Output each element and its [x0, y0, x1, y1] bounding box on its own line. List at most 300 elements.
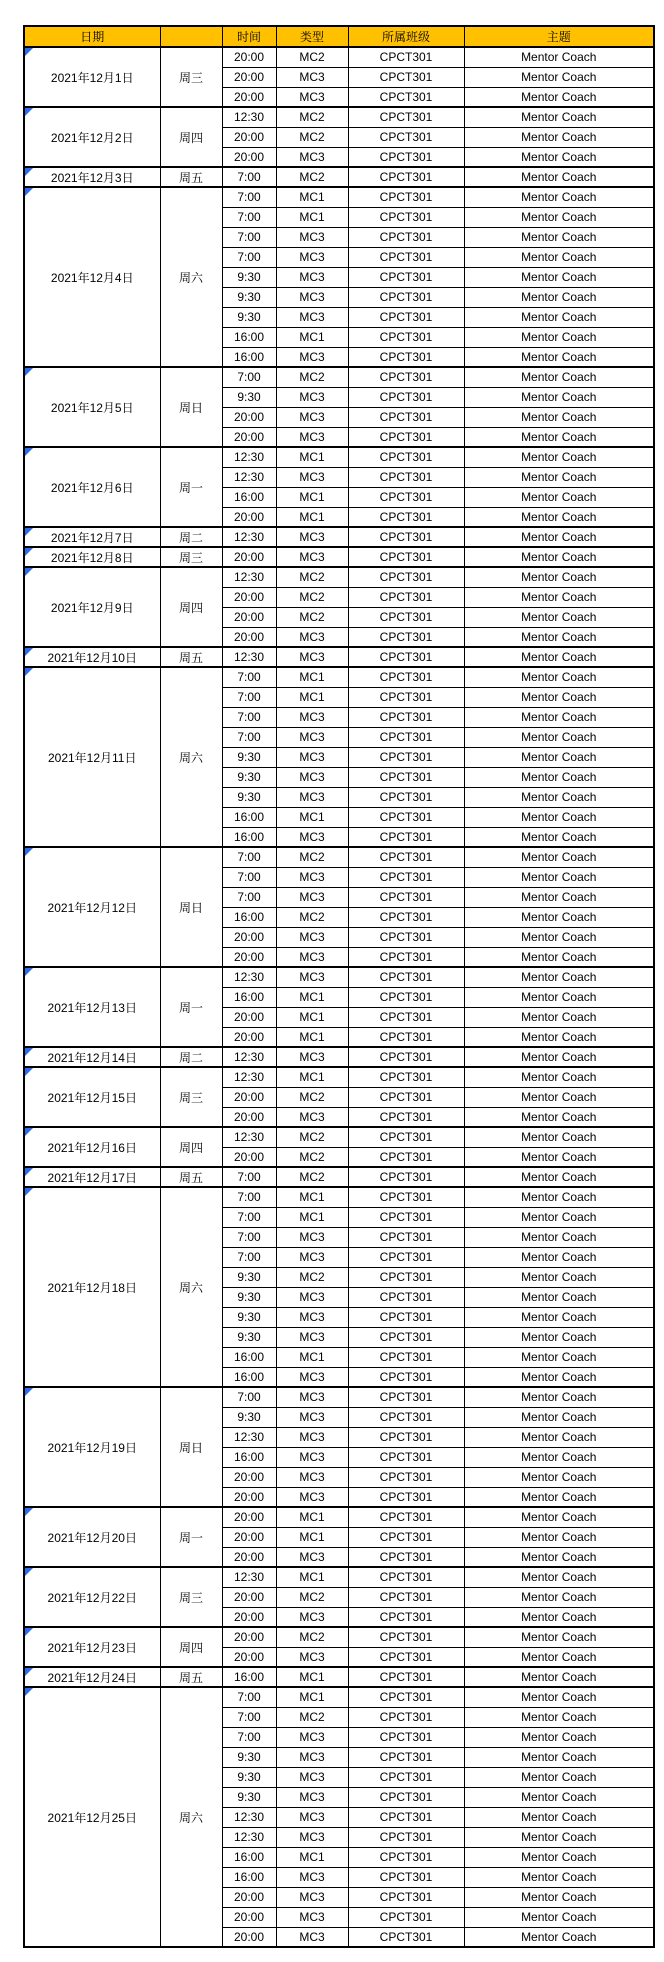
- class-cell[interactable]: CPCT301: [348, 207, 464, 227]
- class-cell[interactable]: CPCT301: [348, 1267, 464, 1287]
- type-cell[interactable]: MC2: [276, 607, 348, 627]
- weekday-cell[interactable]: 周五: [160, 647, 222, 667]
- time-cell[interactable]: 20:00: [222, 1627, 276, 1647]
- topic-cell[interactable]: Mentor Coach: [464, 207, 654, 227]
- time-cell[interactable]: 7:00: [222, 1187, 276, 1207]
- time-cell[interactable]: 12:30: [222, 1827, 276, 1847]
- type-cell[interactable]: MC2: [276, 847, 348, 867]
- class-cell[interactable]: CPCT301: [348, 327, 464, 347]
- class-cell[interactable]: CPCT301: [348, 247, 464, 267]
- class-cell[interactable]: CPCT301: [348, 1007, 464, 1027]
- class-cell[interactable]: CPCT301: [348, 1847, 464, 1867]
- topic-cell[interactable]: Mentor Coach: [464, 327, 654, 347]
- topic-cell[interactable]: Mentor Coach: [464, 1547, 654, 1567]
- class-cell[interactable]: CPCT301: [348, 1927, 464, 1947]
- time-cell[interactable]: 20:00: [222, 407, 276, 427]
- time-cell[interactable]: 20:00: [222, 627, 276, 647]
- type-cell[interactable]: MC1: [276, 447, 348, 467]
- time-cell[interactable]: 7:00: [222, 847, 276, 867]
- time-cell[interactable]: 20:00: [222, 427, 276, 447]
- class-cell[interactable]: CPCT301: [348, 1507, 464, 1527]
- topic-cell[interactable]: Mentor Coach: [464, 1067, 654, 1087]
- time-cell[interactable]: 9:30: [222, 1327, 276, 1347]
- class-cell[interactable]: CPCT301: [348, 1187, 464, 1207]
- time-cell[interactable]: 7:00: [222, 667, 276, 687]
- topic-cell[interactable]: Mentor Coach: [464, 1707, 654, 1727]
- time-cell[interactable]: 9:30: [222, 787, 276, 807]
- class-cell[interactable]: CPCT301: [348, 287, 464, 307]
- time-cell[interactable]: 16:00: [222, 807, 276, 827]
- class-cell[interactable]: CPCT301: [348, 947, 464, 967]
- time-cell[interactable]: 20:00: [222, 1487, 276, 1507]
- class-cell[interactable]: CPCT301: [348, 727, 464, 747]
- topic-cell[interactable]: Mentor Coach: [464, 527, 654, 547]
- class-cell[interactable]: CPCT301: [348, 967, 464, 987]
- topic-cell[interactable]: Mentor Coach: [464, 1147, 654, 1167]
- type-cell[interactable]: MC1: [276, 487, 348, 507]
- time-cell[interactable]: 7:00: [222, 167, 276, 187]
- time-cell[interactable]: 16:00: [222, 1667, 276, 1687]
- topic-cell[interactable]: Mentor Coach: [464, 887, 654, 907]
- topic-cell[interactable]: Mentor Coach: [464, 1567, 654, 1587]
- date-cell[interactable]: [24, 1047, 160, 1067]
- class-cell[interactable]: CPCT301: [348, 1907, 464, 1927]
- type-cell[interactable]: MC3: [276, 1047, 348, 1067]
- time-cell[interactable]: 7:00: [222, 1167, 276, 1187]
- class-cell[interactable]: CPCT301: [348, 987, 464, 1007]
- topic-cell[interactable]: Mentor Coach: [464, 127, 654, 147]
- topic-cell[interactable]: Mentor Coach: [464, 147, 654, 167]
- class-cell[interactable]: CPCT301: [348, 607, 464, 627]
- time-cell[interactable]: 12:30: [222, 567, 276, 587]
- time-cell[interactable]: 7:00: [222, 207, 276, 227]
- type-cell[interactable]: MC3: [276, 1647, 348, 1667]
- time-cell[interactable]: 12:30: [222, 1047, 276, 1067]
- time-cell[interactable]: 20:00: [222, 587, 276, 607]
- topic-cell[interactable]: Mentor Coach: [464, 1847, 654, 1867]
- type-cell[interactable]: MC3: [276, 147, 348, 167]
- time-cell[interactable]: 16:00: [222, 827, 276, 847]
- time-cell[interactable]: 16:00: [222, 1867, 276, 1887]
- topic-cell[interactable]: Mentor Coach: [464, 1727, 654, 1747]
- time-cell[interactable]: 7:00: [222, 1687, 276, 1707]
- class-cell[interactable]: CPCT301: [348, 467, 464, 487]
- topic-cell[interactable]: Mentor Coach: [464, 187, 654, 207]
- type-cell[interactable]: MC3: [276, 887, 348, 907]
- class-cell[interactable]: CPCT301: [348, 427, 464, 447]
- time-cell[interactable]: 16:00: [222, 1347, 276, 1367]
- topic-cell[interactable]: Mentor Coach: [464, 427, 654, 447]
- class-cell[interactable]: CPCT301: [348, 627, 464, 647]
- type-cell[interactable]: MC2: [276, 367, 348, 387]
- topic-cell[interactable]: Mentor Coach: [464, 867, 654, 887]
- type-cell[interactable]: MC3: [276, 1307, 348, 1327]
- time-cell[interactable]: 12:30: [222, 527, 276, 547]
- type-cell[interactable]: MC2: [276, 907, 348, 927]
- type-cell[interactable]: MC3: [276, 627, 348, 647]
- type-cell[interactable]: MC3: [276, 1727, 348, 1747]
- weekday-cell[interactable]: 周一: [160, 1507, 222, 1567]
- weekday-cell[interactable]: 周一: [160, 447, 222, 527]
- time-cell[interactable]: 9:30: [222, 387, 276, 407]
- header-cell-type[interactable]: 类型: [276, 26, 348, 47]
- type-cell[interactable]: MC3: [276, 707, 348, 727]
- date-cell[interactable]: [24, 1067, 160, 1127]
- class-cell[interactable]: CPCT301: [348, 707, 464, 727]
- class-cell[interactable]: CPCT301: [348, 1807, 464, 1827]
- type-cell[interactable]: MC2: [276, 1627, 348, 1647]
- topic-cell[interactable]: Mentor Coach: [464, 1327, 654, 1347]
- weekday-cell[interactable]: 周六: [160, 187, 222, 367]
- time-cell[interactable]: 9:30: [222, 1287, 276, 1307]
- date-cell[interactable]: [24, 107, 160, 167]
- time-cell[interactable]: 12:30: [222, 447, 276, 467]
- type-cell[interactable]: MC1: [276, 1667, 348, 1687]
- topic-cell[interactable]: Mentor Coach: [464, 847, 654, 867]
- type-cell[interactable]: MC2: [276, 587, 348, 607]
- topic-cell[interactable]: Mentor Coach: [464, 767, 654, 787]
- class-cell[interactable]: CPCT301: [348, 527, 464, 547]
- class-cell[interactable]: CPCT301: [348, 1767, 464, 1787]
- class-cell[interactable]: CPCT301: [348, 827, 464, 847]
- class-cell[interactable]: CPCT301: [348, 1107, 464, 1127]
- topic-cell[interactable]: Mentor Coach: [464, 1907, 654, 1927]
- time-cell[interactable]: 9:30: [222, 1767, 276, 1787]
- time-cell[interactable]: 20:00: [222, 507, 276, 527]
- topic-cell[interactable]: Mentor Coach: [464, 407, 654, 427]
- time-cell[interactable]: 9:30: [222, 267, 276, 287]
- date-cell[interactable]: [24, 1667, 160, 1687]
- topic-cell[interactable]: Mentor Coach: [464, 587, 654, 607]
- date-cell[interactable]: [24, 967, 160, 1047]
- time-cell[interactable]: 12:30: [222, 107, 276, 127]
- class-cell[interactable]: CPCT301: [348, 1207, 464, 1227]
- type-cell[interactable]: MC1: [276, 1067, 348, 1087]
- topic-cell[interactable]: Mentor Coach: [464, 1487, 654, 1507]
- topic-cell[interactable]: Mentor Coach: [464, 727, 654, 747]
- time-cell[interactable]: 7:00: [222, 247, 276, 267]
- type-cell[interactable]: MC2: [276, 1147, 348, 1167]
- class-cell[interactable]: CPCT301: [348, 87, 464, 107]
- weekday-cell[interactable]: 周三: [160, 1067, 222, 1127]
- class-cell[interactable]: CPCT301: [348, 47, 464, 67]
- type-cell[interactable]: MC3: [276, 1867, 348, 1887]
- class-cell[interactable]: CPCT301: [348, 647, 464, 667]
- type-cell[interactable]: MC3: [276, 1827, 348, 1847]
- topic-cell[interactable]: Mentor Coach: [464, 267, 654, 287]
- topic-cell[interactable]: Mentor Coach: [464, 367, 654, 387]
- type-cell[interactable]: MC3: [276, 67, 348, 87]
- class-cell[interactable]: CPCT301: [348, 1447, 464, 1467]
- topic-cell[interactable]: Mentor Coach: [464, 47, 654, 67]
- class-cell[interactable]: CPCT301: [348, 1827, 464, 1847]
- topic-cell[interactable]: Mentor Coach: [464, 1227, 654, 1247]
- topic-cell[interactable]: Mentor Coach: [464, 1247, 654, 1267]
- time-cell[interactable]: 9:30: [222, 287, 276, 307]
- type-cell[interactable]: MC3: [276, 827, 348, 847]
- class-cell[interactable]: CPCT301: [348, 1687, 464, 1707]
- topic-cell[interactable]: Mentor Coach: [464, 787, 654, 807]
- weekday-cell[interactable]: 周六: [160, 1187, 222, 1387]
- time-cell[interactable]: 20:00: [222, 1507, 276, 1527]
- topic-cell[interactable]: Mentor Coach: [464, 547, 654, 567]
- time-cell[interactable]: 20:00: [222, 1587, 276, 1607]
- type-cell[interactable]: MC3: [276, 307, 348, 327]
- class-cell[interactable]: CPCT301: [348, 887, 464, 907]
- class-cell[interactable]: CPCT301: [348, 107, 464, 127]
- time-cell[interactable]: 7:00: [222, 227, 276, 247]
- type-cell[interactable]: MC2: [276, 567, 348, 587]
- weekday-cell[interactable]: 周日: [160, 367, 222, 447]
- time-cell[interactable]: 7:00: [222, 887, 276, 907]
- time-cell[interactable]: 12:30: [222, 1127, 276, 1147]
- time-cell[interactable]: 20:00: [222, 1027, 276, 1047]
- type-cell[interactable]: MC2: [276, 1127, 348, 1147]
- class-cell[interactable]: CPCT301: [348, 1087, 464, 1107]
- class-cell[interactable]: CPCT301: [348, 1747, 464, 1767]
- time-cell[interactable]: 20:00: [222, 87, 276, 107]
- header-cell-time[interactable]: 时间: [222, 26, 276, 47]
- class-cell[interactable]: CPCT301: [348, 367, 464, 387]
- type-cell[interactable]: MC1: [276, 1187, 348, 1207]
- topic-cell[interactable]: Mentor Coach: [464, 1087, 654, 1107]
- time-cell[interactable]: 12:30: [222, 1067, 276, 1087]
- time-cell[interactable]: 16:00: [222, 1447, 276, 1467]
- weekday-cell[interactable]: 周五: [160, 1667, 222, 1687]
- class-cell[interactable]: CPCT301: [348, 927, 464, 947]
- class-cell[interactable]: CPCT301: [348, 1627, 464, 1647]
- topic-cell[interactable]: Mentor Coach: [464, 1367, 654, 1387]
- weekday-cell[interactable]: 周三: [160, 547, 222, 567]
- class-cell[interactable]: CPCT301: [348, 1567, 464, 1587]
- type-cell[interactable]: MC3: [276, 1607, 348, 1627]
- type-cell[interactable]: MC3: [276, 527, 348, 547]
- topic-cell[interactable]: Mentor Coach: [464, 487, 654, 507]
- weekday-cell[interactable]: 周四: [160, 107, 222, 167]
- topic-cell[interactable]: Mentor Coach: [464, 1647, 654, 1667]
- class-cell[interactable]: CPCT301: [348, 547, 464, 567]
- topic-cell[interactable]: Mentor Coach: [464, 1587, 654, 1607]
- date-cell[interactable]: [24, 1127, 160, 1167]
- class-cell[interactable]: CPCT301: [348, 1367, 464, 1387]
- class-cell[interactable]: CPCT301: [348, 1887, 464, 1907]
- topic-cell[interactable]: Mentor Coach: [464, 1507, 654, 1527]
- date-cell[interactable]: [24, 47, 160, 107]
- class-cell[interactable]: CPCT301: [348, 1027, 464, 1047]
- class-cell[interactable]: CPCT301: [348, 1427, 464, 1447]
- time-cell[interactable]: 20:00: [222, 1007, 276, 1027]
- topic-cell[interactable]: Mentor Coach: [464, 747, 654, 767]
- time-cell[interactable]: 20:00: [222, 1647, 276, 1667]
- type-cell[interactable]: MC3: [276, 287, 348, 307]
- type-cell[interactable]: MC3: [276, 867, 348, 887]
- topic-cell[interactable]: Mentor Coach: [464, 1167, 654, 1187]
- date-cell[interactable]: [24, 367, 160, 447]
- date-cell[interactable]: [24, 547, 160, 567]
- topic-cell[interactable]: Mentor Coach: [464, 927, 654, 947]
- topic-cell[interactable]: Mentor Coach: [464, 1107, 654, 1127]
- type-cell[interactable]: MC3: [276, 747, 348, 767]
- date-cell[interactable]: [24, 1167, 160, 1187]
- time-cell[interactable]: 9:30: [222, 307, 276, 327]
- time-cell[interactable]: 16:00: [222, 987, 276, 1007]
- type-cell[interactable]: MC3: [276, 767, 348, 787]
- time-cell[interactable]: 9:30: [222, 1787, 276, 1807]
- time-cell[interactable]: 20:00: [222, 1087, 276, 1107]
- type-cell[interactable]: MC2: [276, 127, 348, 147]
- time-cell[interactable]: 12:30: [222, 967, 276, 987]
- weekday-cell[interactable]: 周六: [160, 667, 222, 847]
- class-cell[interactable]: CPCT301: [348, 1167, 464, 1187]
- time-cell[interactable]: 20:00: [222, 1107, 276, 1127]
- type-cell[interactable]: MC1: [276, 1007, 348, 1027]
- time-cell[interactable]: 20:00: [222, 1607, 276, 1627]
- weekday-cell[interactable]: 周五: [160, 1167, 222, 1187]
- topic-cell[interactable]: Mentor Coach: [464, 807, 654, 827]
- date-cell[interactable]: [24, 1187, 160, 1387]
- weekday-cell[interactable]: 周四: [160, 1127, 222, 1167]
- type-cell[interactable]: MC3: [276, 647, 348, 667]
- topic-cell[interactable]: Mentor Coach: [464, 1407, 654, 1427]
- time-cell[interactable]: 7:00: [222, 1247, 276, 1267]
- topic-cell[interactable]: Mentor Coach: [464, 1867, 654, 1887]
- type-cell[interactable]: MC3: [276, 1107, 348, 1127]
- time-cell[interactable]: 12:30: [222, 647, 276, 667]
- type-cell[interactable]: MC3: [276, 1287, 348, 1307]
- date-cell[interactable]: [24, 667, 160, 847]
- type-cell[interactable]: MC3: [276, 1327, 348, 1347]
- type-cell[interactable]: MC1: [276, 327, 348, 347]
- time-cell[interactable]: 20:00: [222, 67, 276, 87]
- time-cell[interactable]: 7:00: [222, 367, 276, 387]
- topic-cell[interactable]: Mentor Coach: [464, 1747, 654, 1767]
- type-cell[interactable]: MC3: [276, 727, 348, 747]
- class-cell[interactable]: CPCT301: [348, 227, 464, 247]
- topic-cell[interactable]: Mentor Coach: [464, 687, 654, 707]
- topic-cell[interactable]: Mentor Coach: [464, 1527, 654, 1547]
- weekday-cell[interactable]: 周二: [160, 527, 222, 547]
- type-cell[interactable]: MC3: [276, 347, 348, 367]
- date-cell[interactable]: [24, 567, 160, 647]
- class-cell[interactable]: CPCT301: [348, 1667, 464, 1687]
- class-cell[interactable]: CPCT301: [348, 1527, 464, 1547]
- date-cell[interactable]: [24, 1627, 160, 1667]
- type-cell[interactable]: MC2: [276, 167, 348, 187]
- type-cell[interactable]: MC3: [276, 1767, 348, 1787]
- topic-cell[interactable]: Mentor Coach: [464, 667, 654, 687]
- type-cell[interactable]: MC1: [276, 687, 348, 707]
- topic-cell[interactable]: Mentor Coach: [464, 607, 654, 627]
- time-cell[interactable]: 20:00: [222, 1527, 276, 1547]
- class-cell[interactable]: CPCT301: [348, 587, 464, 607]
- topic-cell[interactable]: Mentor Coach: [464, 827, 654, 847]
- topic-cell[interactable]: Mentor Coach: [464, 1827, 654, 1847]
- class-cell[interactable]: CPCT301: [348, 1587, 464, 1607]
- topic-cell[interactable]: Mentor Coach: [464, 1607, 654, 1627]
- class-cell[interactable]: CPCT301: [348, 1307, 464, 1327]
- time-cell[interactable]: 7:00: [222, 1207, 276, 1227]
- class-cell[interactable]: CPCT301: [348, 847, 464, 867]
- class-cell[interactable]: CPCT301: [348, 487, 464, 507]
- class-cell[interactable]: CPCT301: [348, 407, 464, 427]
- topic-cell[interactable]: Mentor Coach: [464, 1467, 654, 1487]
- date-cell[interactable]: [24, 447, 160, 527]
- topic-cell[interactable]: Mentor Coach: [464, 67, 654, 87]
- time-cell[interactable]: 12:30: [222, 467, 276, 487]
- time-cell[interactable]: 9:30: [222, 747, 276, 767]
- time-cell[interactable]: 12:30: [222, 1427, 276, 1447]
- type-cell[interactable]: MC1: [276, 1687, 348, 1707]
- weekday-cell[interactable]: 周日: [160, 847, 222, 967]
- topic-cell[interactable]: Mentor Coach: [464, 167, 654, 187]
- header-cell-weekday[interactable]: [160, 26, 222, 47]
- class-cell[interactable]: CPCT301: [348, 1247, 464, 1267]
- topic-cell[interactable]: Mentor Coach: [464, 507, 654, 527]
- type-cell[interactable]: MC1: [276, 1847, 348, 1867]
- class-cell[interactable]: CPCT301: [348, 1707, 464, 1727]
- topic-cell[interactable]: Mentor Coach: [464, 1127, 654, 1147]
- class-cell[interactable]: CPCT301: [348, 1407, 464, 1427]
- class-cell[interactable]: CPCT301: [348, 1787, 464, 1807]
- class-cell[interactable]: CPCT301: [348, 907, 464, 927]
- time-cell[interactable]: 12:30: [222, 1567, 276, 1587]
- topic-cell[interactable]: Mentor Coach: [464, 387, 654, 407]
- type-cell[interactable]: MC3: [276, 1547, 348, 1567]
- weekday-cell[interactable]: 周一: [160, 967, 222, 1047]
- time-cell[interactable]: 9:30: [222, 1307, 276, 1327]
- date-cell[interactable]: [24, 1687, 160, 1947]
- class-cell[interactable]: CPCT301: [348, 347, 464, 367]
- type-cell[interactable]: MC1: [276, 667, 348, 687]
- topic-cell[interactable]: Mentor Coach: [464, 707, 654, 727]
- class-cell[interactable]: CPCT301: [348, 1047, 464, 1067]
- type-cell[interactable]: MC1: [276, 207, 348, 227]
- type-cell[interactable]: MC3: [276, 1787, 348, 1807]
- topic-cell[interactable]: Mentor Coach: [464, 87, 654, 107]
- time-cell[interactable]: 16:00: [222, 907, 276, 927]
- topic-cell[interactable]: Mentor Coach: [464, 1187, 654, 1207]
- header-cell-class[interactable]: 所属班级: [348, 26, 464, 47]
- weekday-cell[interactable]: 周五: [160, 167, 222, 187]
- topic-cell[interactable]: Mentor Coach: [464, 287, 654, 307]
- type-cell[interactable]: MC2: [276, 1587, 348, 1607]
- type-cell[interactable]: MC3: [276, 407, 348, 427]
- time-cell[interactable]: 16:00: [222, 487, 276, 507]
- class-cell[interactable]: CPCT301: [348, 1467, 464, 1487]
- weekday-cell[interactable]: 周三: [160, 47, 222, 107]
- type-cell[interactable]: MC3: [276, 267, 348, 287]
- topic-cell[interactable]: Mentor Coach: [464, 647, 654, 667]
- date-cell[interactable]: [24, 847, 160, 967]
- type-cell[interactable]: MC3: [276, 1447, 348, 1467]
- type-cell[interactable]: MC3: [276, 387, 348, 407]
- topic-cell[interactable]: Mentor Coach: [464, 1687, 654, 1707]
- class-cell[interactable]: CPCT301: [348, 1347, 464, 1367]
- topic-cell[interactable]: Mentor Coach: [464, 447, 654, 467]
- type-cell[interactable]: MC3: [276, 547, 348, 567]
- time-cell[interactable]: 16:00: [222, 1847, 276, 1867]
- type-cell[interactable]: MC1: [276, 807, 348, 827]
- time-cell[interactable]: 20:00: [222, 607, 276, 627]
- time-cell[interactable]: 20:00: [222, 127, 276, 147]
- class-cell[interactable]: CPCT301: [348, 167, 464, 187]
- topic-cell[interactable]: Mentor Coach: [464, 1927, 654, 1947]
- class-cell[interactable]: CPCT301: [348, 787, 464, 807]
- type-cell[interactable]: MC3: [276, 1247, 348, 1267]
- topic-cell[interactable]: Mentor Coach: [464, 987, 654, 1007]
- topic-cell[interactable]: Mentor Coach: [464, 107, 654, 127]
- type-cell[interactable]: MC1: [276, 1567, 348, 1587]
